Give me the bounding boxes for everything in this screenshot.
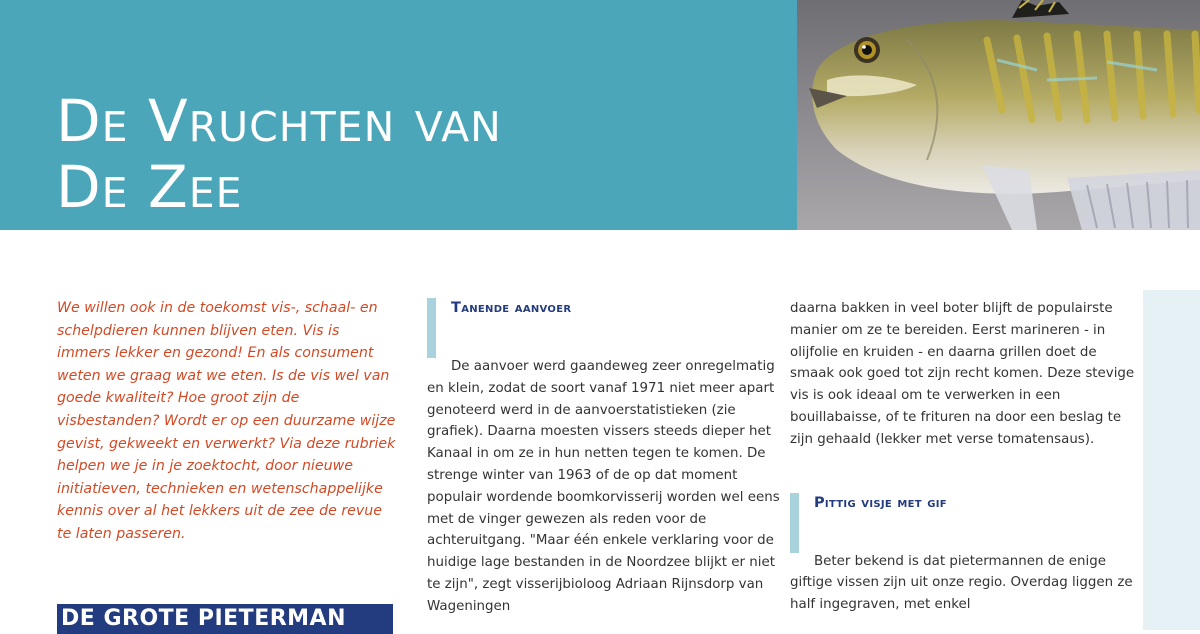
sidebar-box: [1143, 290, 1200, 630]
body-paragraph: Beter bekend is dat pietermannen de enige giftige vissen zijn uit onze regio. Overdag liggen ze half ingegraven, met enkel: [790, 553, 1133, 613]
subheading-block: [790, 493, 1135, 551]
article-column-right: [790, 298, 1135, 616]
section-title: DE GROTE PIETERMAN: [61, 606, 346, 631]
body-paragraph: De aanvoer werd gaandeweg zeer onregelmatig en klein, zodat de soort vanaf 1971 niet meer apart genoteerd werd in de aanvoerstatistieken (zie grafiek). Daarna moesten vissers steeds dieper het Kanaal in om ze in hun netten tegen te komen. De strenge winter van 1963 of de op dat moment populair wordende boomkorvisserij worden wel eens met de vinger gewezen als reden voor de achteruitgang. "Maar één enkele verklaring voor de huidige lage bestanden in de Noordzee blijkt er niet te zijn", zegt visserijbioloog Adriaan Rijnsdorp van Wageningen: [427, 359, 780, 614]
title-line-1: De Vruchten van: [56, 87, 502, 155]
header-banner: [0, 0, 797, 230]
body-paragraph-lead: daarna bakken in veel boter blijft de populairste manier om ze te bereiden. Eerst marineren - in olijfolie en kruiden - en daarna grillen doet de smaak ook goed tot zijn recht komen. Deze stevige vis is ook ideaal om te verwerken in een bouillabaisse, of te frituren na door een beslag te zijn gehaald (lekker met verse tomatensaus).: [790, 301, 1135, 447]
intro-text: We willen ook in de toekomst vis-, schaal- en schelpdieren kunnen blijven eten. Vis is immers lekker en gezond! En als consument weten we graag wat we eten. Is de vis wel van goede kwaliteit? Hoe groot zijn de visbestanden? Wordt er op een duurzame wijze gevist, gekweekt en verwerkt? Via deze rubriek helpen we je in je zoektocht, door nieuwe initiatieven, technieken en wetenschappelijke kennis over al het lekkers uit de zee de revue te laten passeren.: [57, 300, 396, 542]
page-title: [56, 88, 502, 220]
subheading-block: [427, 298, 782, 356]
weever-fish-photo: [797, 0, 1200, 230]
accent-rule: [427, 298, 436, 358]
subheading: Tanende aanvoer: [451, 300, 572, 316]
subheading: Pittig visje met gif: [814, 494, 947, 511]
accent-rule: [790, 493, 799, 553]
title-line-2: De Zee: [56, 153, 243, 221]
article-column-middle: [427, 298, 782, 618]
